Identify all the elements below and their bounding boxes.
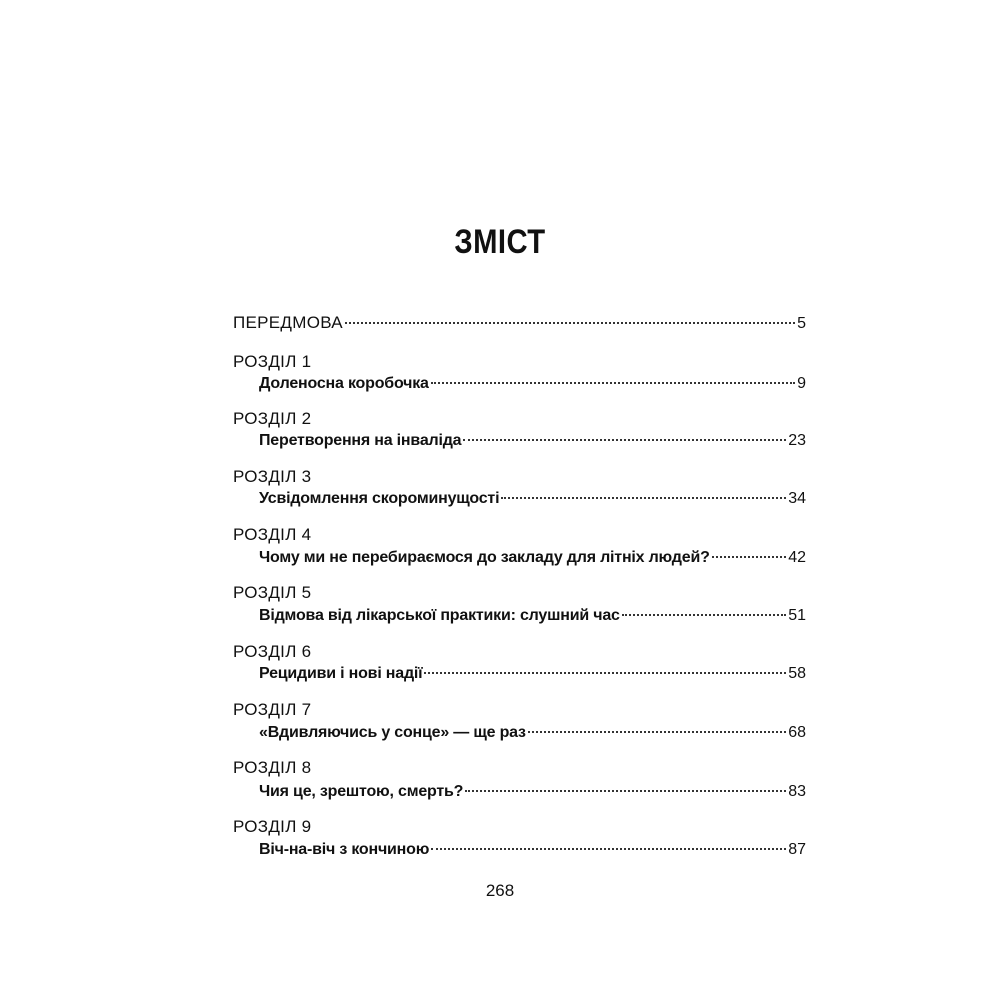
section-label: РОЗДІЛ 5	[233, 583, 312, 602]
chapter-title: Відмова від лікарської практики: слушний час	[259, 607, 620, 624]
chapter-title: Рецидиви і нові надії	[259, 665, 423, 682]
toc-entry-label: ПЕРЕДМОВА	[233, 313, 343, 332]
page-title: ЗМІСТ	[454, 223, 546, 261]
toc-entry-chapter-8[interactable]	[259, 781, 806, 803]
chapter-title: Чия це, зрештою, смерть?	[259, 783, 464, 800]
chapter-title: Доленосна коробочка	[259, 375, 429, 392]
toc-page-number: 83	[788, 783, 806, 800]
dot-leader	[424, 672, 786, 674]
dot-leader	[431, 848, 786, 850]
chapter-title: Перетворення на інваліда	[259, 432, 462, 449]
dot-leader	[345, 322, 795, 324]
dot-leader	[463, 439, 786, 441]
chapter-title: Чому ми не перебираємося до закладу для літніх людей?	[259, 549, 710, 566]
chapter-title: Віч-на-віч з кончиною	[259, 841, 430, 858]
section-label: РОЗДІЛ 6	[233, 642, 312, 661]
toc-entry-chapter-4[interactable]	[259, 547, 806, 569]
section-label: РОЗДІЛ 4	[233, 525, 312, 544]
section-label: РОЗДІЛ 2	[233, 409, 312, 428]
toc-page-number: 87	[788, 841, 806, 858]
toc-entry-chapter-9[interactable]	[259, 839, 806, 861]
toc-page-number: 42	[788, 549, 806, 566]
dot-leader	[465, 790, 786, 792]
chapter-title: «Вдивляючись у сонце» — ще раз	[259, 724, 526, 741]
section-label: РОЗДІЛ 9	[233, 817, 312, 836]
toc-page-number: 9	[797, 375, 806, 392]
toc-entry-chapter-7[interactable]	[259, 722, 806, 744]
toc-entry-chapter-2[interactable]	[259, 430, 806, 452]
page-number-folio: 268	[485, 881, 515, 900]
toc-page-number: 23	[788, 432, 806, 449]
toc-page-number: 5	[797, 315, 806, 332]
dot-leader	[712, 556, 787, 558]
dot-leader	[431, 382, 795, 384]
dot-leader	[528, 731, 786, 733]
toc-entry-preface[interactable]	[233, 312, 806, 335]
section-label: РОЗДІЛ 1	[233, 352, 312, 371]
section-label: РОЗДІЛ 7	[233, 700, 312, 719]
section-label: РОЗДІЛ 8	[233, 758, 312, 777]
toc-entry-chapter-5[interactable]	[259, 605, 806, 627]
toc-page-number: 68	[788, 724, 806, 741]
toc-entry-chapter-1[interactable]	[259, 373, 806, 395]
toc-entry-chapter-6[interactable]	[259, 663, 806, 685]
toc-page-number: 34	[788, 490, 806, 507]
toc-page-number: 58	[788, 665, 806, 682]
toc-entry-chapter-3[interactable]	[259, 488, 806, 510]
dot-leader	[501, 497, 786, 499]
chapter-title: Усвідомлення скороминущості	[259, 490, 500, 507]
section-label: РОЗДІЛ 3	[233, 467, 312, 486]
toc-page-number: 51	[788, 607, 806, 624]
dot-leader	[622, 614, 786, 616]
